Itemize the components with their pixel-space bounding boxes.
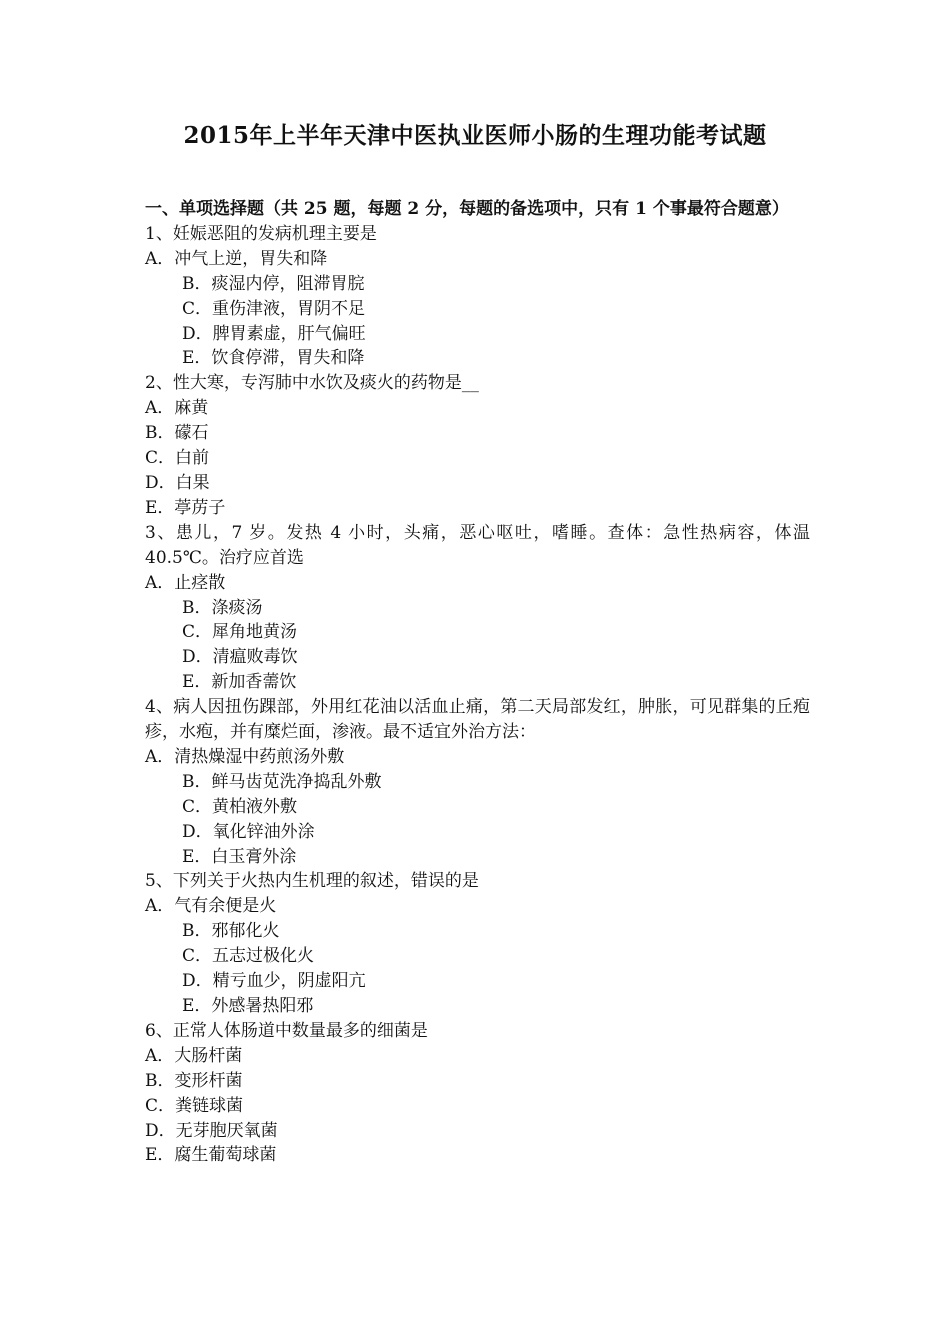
answer-option: B．涤痰汤 (182, 597, 263, 618)
question-list (145, 222, 810, 1168)
answer-option: E．白玉膏外涂 (182, 846, 297, 867)
section-heading: 一、单项选择题（共 25 题，每题 2 分，每题的备选项中，只有 1 个事最符合题意） (145, 199, 789, 219)
answer-option: E．腐生葡萄球菌 (145, 1145, 277, 1166)
question-block (145, 869, 810, 1018)
answer-option: A．麻黄 (145, 398, 209, 419)
answer-option: A．清热燥湿中药煎汤外敷 (145, 746, 345, 767)
answer-option: D．脾胃素虚，肝气偏旺 (182, 323, 366, 344)
answer-option: D．白果 (145, 472, 210, 493)
answer-option: C．五志过极化火 (182, 946, 315, 967)
answer-option: B．痰湿内停，阻滞胃脘 (182, 273, 365, 294)
document-title: 2015年上半年天津中医执业医师小肠的生理功能考试题 (183, 122, 767, 149)
document-body (145, 197, 810, 1168)
question-text: 4、病人因扭伤踝部，外用红花油以活血止痛，第二天局部发红，肿胀，可见群集的丘疱疹，水疱，并有糜烂面，渗液。最不适宜外治方法： (145, 697, 810, 743)
answer-option: A．气有余便是火 (145, 896, 277, 917)
question-block (145, 695, 810, 869)
answer-option: B．变形杆菌 (145, 1070, 243, 1091)
answer-option: B．鲜马齿苋洗净捣乱外敷 (182, 771, 382, 792)
question-text: 3、患儿，7 岁。发热 4 小时，头痛，恶心呕吐，嗜睡。查体：急性热病容，体温 40.5℃。治疗应首选 (145, 522, 810, 568)
answer-option: E．外感暑热阳邪 (182, 996, 314, 1016)
answer-option: E．葶苈子 (145, 497, 226, 518)
answer-option: D．清瘟败毒饮 (182, 647, 298, 668)
answer-option: B．礞石 (145, 423, 209, 444)
question-text: 1、妊娠恶阻的发病机理主要是 (145, 223, 377, 244)
answer-option: A．止痉散 (145, 572, 226, 593)
question-block (145, 1019, 810, 1168)
answer-option: A．大肠杆菌 (145, 1045, 243, 1066)
answer-option: E．饮食停滞，胃失和降 (182, 348, 365, 369)
question-block (145, 222, 810, 371)
question-text: 2、性大寒，专泻肺中水饮及痰火的药物是__ (145, 373, 479, 394)
question-text: 5、下列关于火热内生机理的叙述，错误的是 (145, 871, 479, 892)
answer-option: A．冲气上逆，胃失和降 (145, 248, 328, 269)
question-text: 6、正常人体肠道中数量最多的细菌是 (145, 1020, 428, 1041)
question-block (145, 521, 810, 695)
answer-option: C．犀角地黄汤 (182, 622, 298, 643)
answer-option: C．重伤津液，胃阴不足 (182, 298, 366, 319)
answer-option: C．粪链球菌 (145, 1095, 244, 1116)
answer-option: C．白前 (145, 448, 210, 469)
answer-option: D．无芽胞厌氧菌 (145, 1120, 278, 1141)
answer-option: D．精亏血少，阴虚阳亢 (182, 971, 366, 992)
question-block (145, 371, 810, 520)
answer-option: C．黄柏液外敷 (182, 796, 298, 817)
answer-option: E．新加香薷饮 (182, 672, 297, 693)
answer-option: B．邪郁化火 (182, 921, 280, 942)
answer-option: D．氧化锌油外涂 (182, 821, 315, 842)
